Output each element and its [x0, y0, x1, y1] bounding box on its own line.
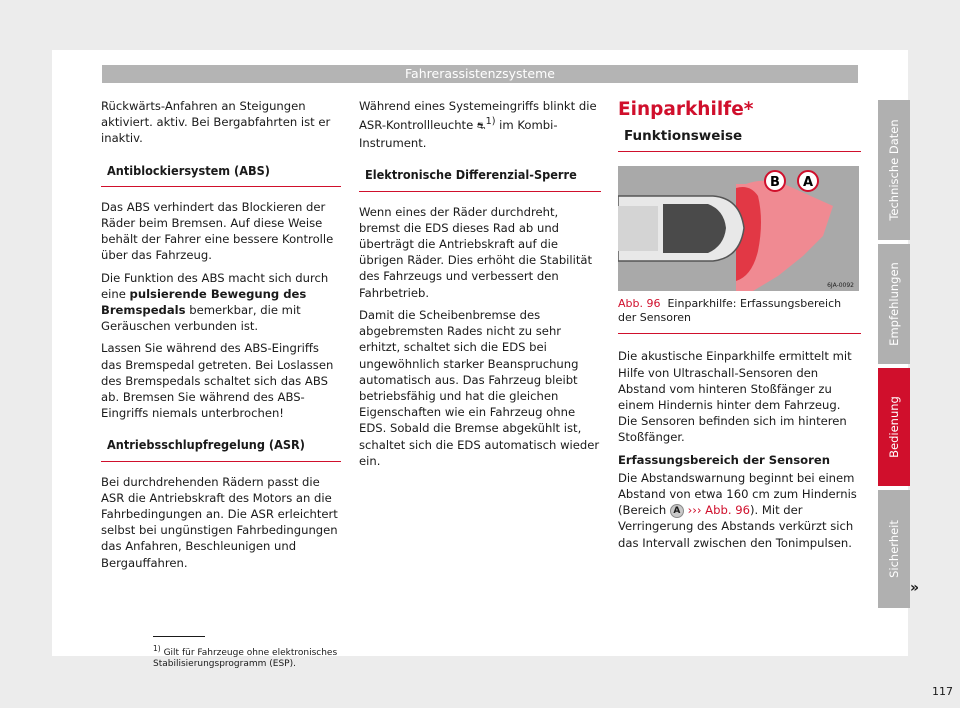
p2-text-b: ). Mit der Verringerung des Abstands verkürzt sich das Intervall zwischen den Tonimpulsen. — [618, 503, 854, 550]
eds-paragraph-1: Wenn eines der Räder durchdreht, bremst die EDS dieses Rad ab und überträgt die Antriebskraft auf die übrigen Räder. Dies erhöht die Stabilität des Fahrzeugs und verbessert den Fahrbetrieb. — [359, 204, 593, 300]
chapter-header: Fahrerassistenzsysteme — [102, 65, 858, 83]
page — [52, 50, 953, 698]
column-middle — [359, 98, 601, 475]
tab-bedienung[interactable] — [878, 368, 910, 486]
abs-paragraph-2 — [101, 270, 341, 335]
asr-warn-text-b: im Kombi-Instrument. — [359, 118, 558, 151]
page-number: 117 — [932, 685, 953, 698]
tab-label: Technische Daten — [887, 119, 901, 221]
einparkhilfe-paragraph-2 — [618, 470, 861, 551]
chapter-tabs — [878, 100, 910, 612]
footnote-mark: 1) — [153, 644, 161, 653]
parking-sensor-illustration — [618, 166, 859, 291]
tab-empfehlungen[interactable] — [878, 244, 910, 364]
intro-paragraph: Rückwärts-Anfahren an Steigungen aktiviert. aktiv. Bei Bergabfahrten ist er inaktiv. — [101, 99, 331, 146]
figure-reference-link[interactable]: ››› Abb. 96 — [683, 503, 750, 518]
tab-label: Empfehlungen — [887, 262, 901, 346]
erfassungsbereich-subheading: Erfassungsbereich der Sensoren — [618, 452, 830, 467]
eds-paragraph-2: Damit die Scheibenbremse des abgebremsten Rades nicht zu sehr erhitzt, schaltet sich die EDS bei ungewöhnlich starker Beanspruchung automatisch aus. Das Fahrzeug bleibt betriebsfähig und hat die gleichen Eigenschaften wie ein Fahrzeug ohne EDS. Sobald die Bremse abgekühlt ist, schaltet sich die EDS automatisch wieder ein. — [359, 307, 600, 468]
footnote — [153, 643, 403, 670]
funktionsweise-heading: Funktionsweise — [618, 128, 861, 152]
tab-technische-daten[interactable] — [878, 100, 910, 240]
tab-sicherheit[interactable] — [878, 490, 910, 608]
car-roof — [618, 206, 658, 251]
column-left — [101, 98, 341, 577]
label-b: B — [770, 175, 780, 191]
footnote-divider — [153, 636, 205, 637]
figure-caption-label: Abb. 96 — [618, 297, 661, 311]
footnote-ref: 1) — [485, 116, 496, 128]
abs-paragraph-1: Das ABS verhindert das Blockieren der Räder beim Bremsen. Auf diese Weise behält der Fahrer eine bessere Kontrolle über das Fahrzeug. — [101, 199, 334, 263]
abs-heading: Antiblockiersystem (ABS) — [101, 163, 341, 187]
abs-p2-text-a: Die Funktion des ABS macht sich durch eine — [101, 270, 329, 301]
column-right — [618, 98, 861, 557]
abs-p2-text-b: bemerkbar, die mit Geräuschen verbunden ist. — [101, 303, 301, 334]
tab-label: Sicherheit — [887, 520, 901, 578]
parking-sensor-figure — [618, 166, 859, 291]
tab-label: Bedienung — [887, 396, 901, 458]
figure-code: 6JA-0092 — [827, 282, 854, 290]
zone-a-marker: A — [670, 504, 684, 518]
einparkhilfe-title: Einparkhilfe* — [618, 99, 754, 120]
car-rear-window — [663, 204, 726, 253]
asr-warn-text-a: Während eines Systemeingriffs blinkt die ASR-Kontrollleuchte — [359, 99, 597, 133]
figure-caption-text: Einparkhilfe: Erfassungsbereich der Sensoren — [618, 297, 842, 325]
asr-heading: Antriebsschlupfregelung (ASR) — [101, 437, 341, 461]
asr-paragraph: Bei durchdrehenden Rädern passt die ASR die Antriebskraft des Motors an die Fahrbedingungen an. Die ASR erleichtert selbst bei ungünstigen Fahrbedingungen das Anfahren, Beschleunigen und Bergauffahren. — [101, 474, 338, 570]
p2-text-a: Die Abstandswarnung beginnt bei einem Abstand von etwa 160 cm zum Hindernis (Bereich — [618, 470, 857, 518]
label-a: A — [802, 175, 814, 191]
asr-warning-paragraph — [359, 98, 601, 151]
continue-arrow-icon: » — [910, 580, 920, 596]
footnote-text: Gilt für Fahrzeuge ohne elektronisches Stabilisierungsprogramm (ESP). — [153, 648, 338, 669]
eds-heading: Elektronische Differenzial-Sperre — [359, 167, 601, 191]
abs-paragraph-3: Lassen Sie während des ABS-Eingriffs das Bremspedal getreten. Bei Loslassen des Bremspedals schaltet sich das ABS ab. Bremsen Sie während des ABS-Eingriffs niemals unterbrochen! — [101, 341, 334, 421]
figure-caption — [618, 291, 861, 334]
einparkhilfe-paragraph-1: Die akustische Einparkhilfe ermittelt mit Hilfe von Ultraschall-Sensoren den Abstand vom hinteren Stoßfänger zu einem Hindernis hinter dem Fahrzeug. Die Sensoren befinden sich im hinteren Stoßfänger. — [618, 349, 852, 445]
abs-p2-bold: pulsierende Bewegung des Bremspedals — [101, 286, 307, 318]
asr-warning-lamp-icon: ⛐ — [476, 121, 486, 133]
